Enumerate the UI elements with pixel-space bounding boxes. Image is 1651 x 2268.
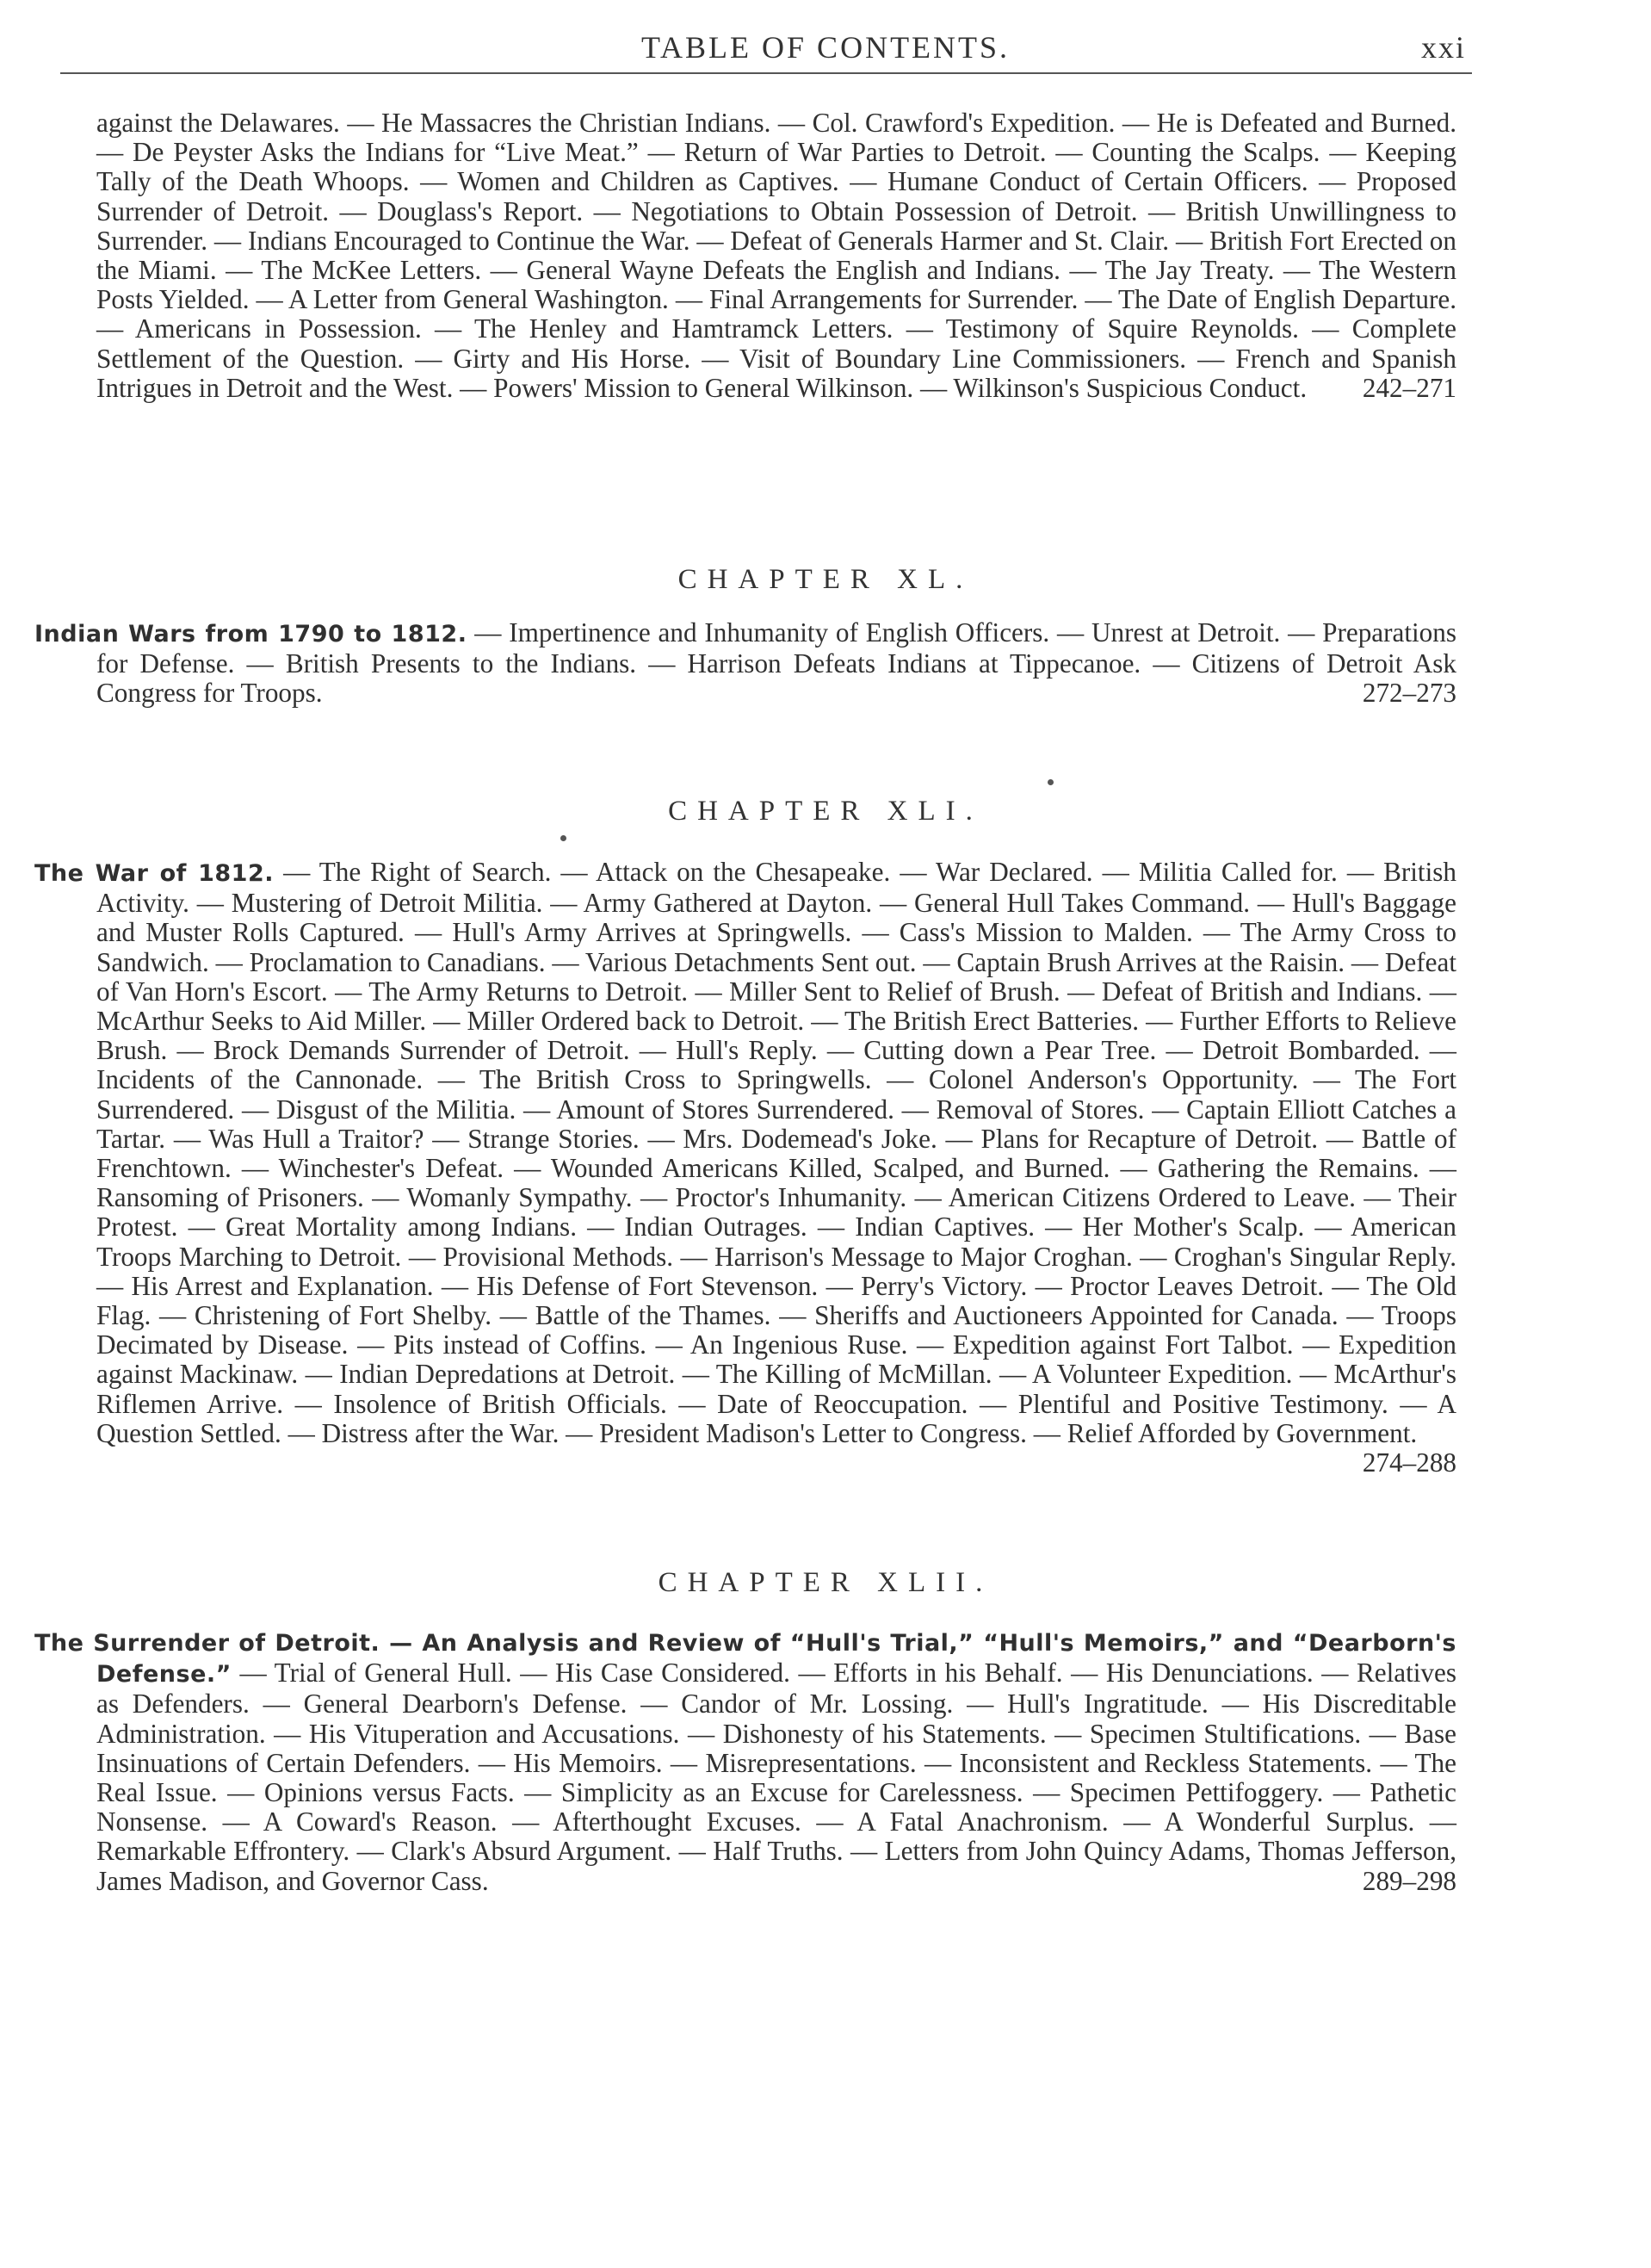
chapter-summary-xli: — The Right of Search. — Attack on the Chesapeake. — War Declared. — Militia Called for. — British Activity. — Mustering of Detroit Militia. — Army Gathered at Dayton. — General Hull Takes Command. — Hull's Baggage and Muster Rolls Captured. — Hull's Army Arrives at Springwells. — Cass's Mission to Malden. — The Army Cross to Sandwich. — Proclamation to Canadians. — Various Detachments Sent out. — Captain Brush Arrives at the Raisin. — Defeat of Van Horn's Escort. — The Army Returns to Detroit. — Miller Sent to Relief of Brush. — Defeat of British and Indians. — McArthur Seeks to Aid Miller. — Miller Ordered back to Detroit. — The British Erect Batteries. — Further Efforts to Relieve Brush. — Brock Demands Surrender of Detroit. — Hull's Reply. — Cutting down a Pear Tree. — Detroit Bombarded. — Incidents of the Cannonade. — The British Cross to Springwells. — Colonel Anderson's Opportunity. — The Fort Surrendered. — Disgust of the Militia. — Amount of Stores Surrendered. — Removal of Stores. — Captain Elliott Catches a Tartar. — Was Hull a Traitor? — Strange Stories. — Mrs. Dodemead's Joke. — Plans for Recapture of Detroit. — Battle of Frenchtown. — Winchester's Defeat. — Wounded Americans Killed, Scalped, and Burned. — Gathering the Remains. — Ransoming of Prisoners. — Womanly Sympathy. — Proctor's Inhumanity. — American Citizens Ordered to Leave. — Their Protest. — Great Mortality among Indians. — Indian Outrages. — Indian Captives. — Her Mother's Scalp. — American Troops Marching to Detroit. — Provisional Methods. — Harrison's Message to Major Croghan. — Croghan's Singular Reply. — His Arrest and Explanation. — His Defense of Fort Stevenson. — Perry's Victory. — Proctor Leaves Detroit. — The Old Flag. — Christening of Fort Shelby. — Battle of the Thames. — Sheriffs and Auctioneers Appointed for Canada. — Troops Decimated by Disease. — Pits instead of Coffins. — An Ingenious Ruse. — Expedition against Fort Talbot. — Expedition against Mackinaw. — Indian Depredations at Detroit. — The Killing of McMillan. — A Volunteer Expedition. — McArthur's Riflemen Arrive. — Insolence of British Officials. — Date of Reoccupation. — Plentiful and Positive Testimony. — A Question Settled. — Distress after the War. — President Madison's Letter to Congress. — Relief Afforded by Government. xyxy=(96,857,1456,1448)
page-number: xxi xyxy=(1420,30,1466,65)
chapter-entry-xl xyxy=(34,618,1456,709)
header-rule xyxy=(60,72,1472,74)
chapter-heading-xlii: CHAPTER XLII. xyxy=(658,1567,993,1598)
chapter-heading-xli: CHAPTER XLI. xyxy=(668,796,983,827)
chapter-entry-xli xyxy=(34,858,1456,1478)
chapter-entry-xlii xyxy=(34,1627,1456,1896)
print-speck xyxy=(1048,779,1054,785)
chapter-title-xl: Indian Wars from 1790 to 1812. xyxy=(34,621,467,648)
print-speck xyxy=(560,835,566,841)
chapter-pages-xlii: 289–298 xyxy=(1362,1865,1456,1896)
chapter-summary-xl: — Impertinence and Inhumanity of English Officers. — Unrest at Detroit. — Preparations for Defense. — British Presents to the Indians. — Harrison Defeats Indians at Tippecanoe. — Citizens of Detroit Ask Congress for Troops. xyxy=(96,617,1457,709)
continued-entry xyxy=(96,108,1456,403)
continued-entry-text: against the Delawares. — He Massacres the Christian Indians. — Col. Crawford's Expedition. — He is Defeated and Burned. — De Peyster Asks the Indians for “Live Meat.” — Return of War Parties to Detroit. — Counting the Scalps. — Keeping Tally of the Death Whoops. — Women and Children as Captives. — Humane Conduct of Certain Officers. — Proposed Surrender of Detroit. — Douglass's Report. — Negotiations to Obtain Possession of Detroit. — British Unwillingness to Surrender. — Indians Encouraged to Continue the War. — Defeat of Generals Harmer and St. Clair. — British Fort Erected on the Miami. — The McKee Letters. — General Wayne Defeats the English and Indians. — The Jay Treaty. — The Western Posts Yielded. — A Letter from General Washington. — Final Arrangements for Surrender. — The Date of English Departure. — Americans in Possession. — The Henley and Hamtramck Letters. — Testimony of Squire Reynolds. — Complete Settlement of the Question. — Girty and His Horse. — Visit of Boundary Line Commissioners. — French and Spanish Intrigues in Detroit and the West. — Powers' Mission to General Wilkinson. — Wilkinson's Suspicious Conduct. xyxy=(96,108,1456,403)
chapter-heading-xl: CHAPTER XL. xyxy=(677,564,974,595)
chapter-title-xlii: The Surrender of Detroit. — An Analysis and Review of “Hull's Trial,” “Hull's Memoirs,” and “Dearborn's Defense.” xyxy=(34,1630,1456,1689)
running-title: TABLE OF CONTENTS. xyxy=(640,30,1011,65)
chapter-summary-xlii: — Trial of General Hull. — His Case Considered. — Efforts in his Behalf. — His Denunciations. — Relatives as Defenders. — General Dearborn's Defense. — Candor of Mr. Lossing. — Hull's Ingratitude. — His Discreditable Administration. — His Vituperation and Accusations. — Dishonesty of his Statements. — Specimen Stultifications. — Base Insinuations of Certain Defenders. — His Memoirs. — Misrepresentations. — Inconsistent and Reckless Statements. — The Real Issue. — Opinions versus Facts. — Simplicity as an Excuse for Carelessness. — Specimen Pettifoggery. — Pathetic Nonsense. — A Coward's Reason. — Afterthought Excuses. — A Fatal Anachronism. — A Wonderful Surplus. — Remarkable Effrontery. — Clark's Absurd Argument. — Half Truths. — Letters from John Quincy Adams, Thomas Jefferson, James Madison, and Governor Cass. xyxy=(96,1658,1457,1896)
chapter-title-xli: The War of 1812. xyxy=(34,860,274,887)
chapter-pages-xl: 272–273 xyxy=(1362,678,1456,709)
chapter-pages-xli: 274–288 xyxy=(1362,1447,1456,1478)
continued-entry-pages: 242–271 xyxy=(1362,372,1456,403)
running-head xyxy=(0,26,1651,69)
